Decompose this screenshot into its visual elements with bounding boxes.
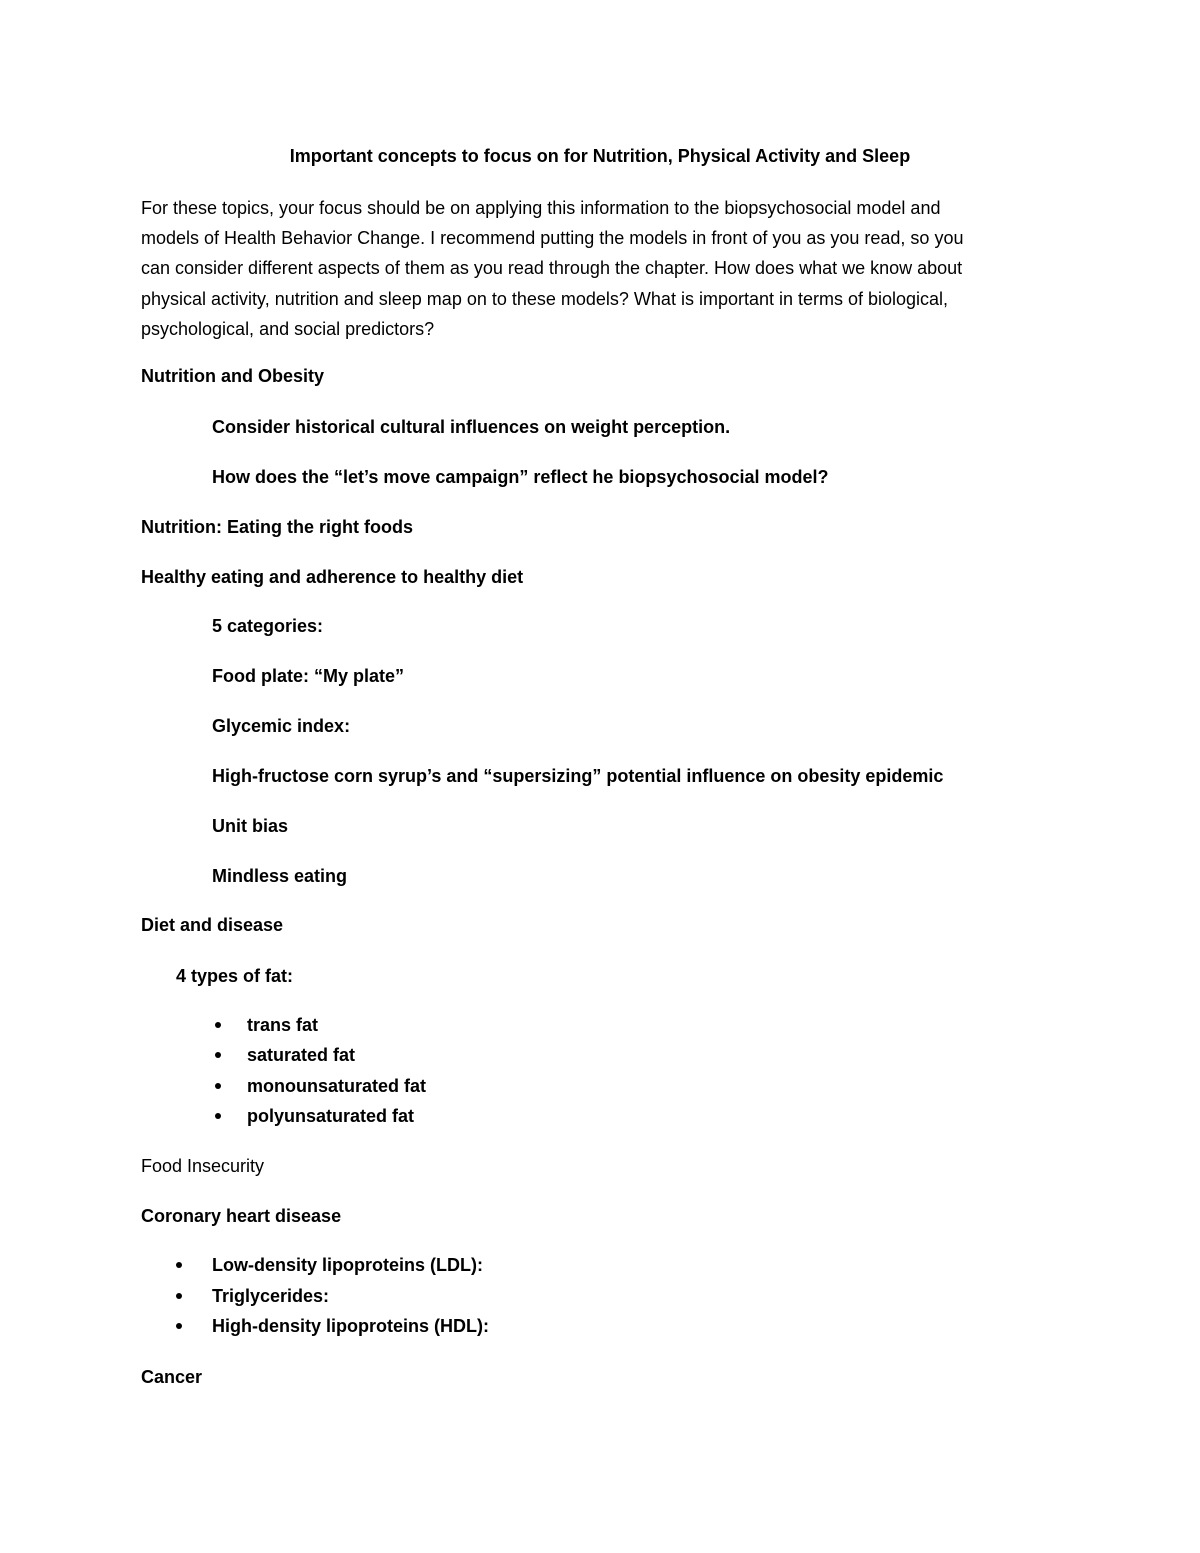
fat-type-label: trans fat [247,1015,319,1035]
list-item [247,1043,355,1067]
item-glycemic-index: Glycemic index: [212,716,351,736]
heading-diet-disease: Diet and disease [141,915,284,935]
item-5-categories: 5 categories: [212,616,324,636]
heading-nutrition-obesity: Nutrition and Obesity [141,366,325,386]
heading-eating-right-foods: Nutrition: Eating the right foods [141,517,413,537]
heading-coronary-heart-disease: Coronary heart disease [141,1206,342,1226]
item-mindless-eating: Mindless eating [212,866,348,886]
intro-line: psychological, and social predictors? [141,318,435,339]
item-lets-move: How does the “let’s move campaign” reflect he biopsychosocial model? [212,467,829,487]
heading-cancer: Cancer [141,1367,203,1387]
bullet-icon [215,1083,221,1089]
intro-line: physical activity, nutrition and sleep map on to these models? What is important in terms of biological, [141,288,949,309]
intro-paragraph [141,193,1061,344]
intro-line: models of Health Behavior Change. I recommend putting the models in front of you as you read, so you [141,228,964,249]
list-item [212,1314,489,1338]
bullet-icon [215,1022,221,1028]
fat-type-label: monounsaturated fat [247,1076,427,1096]
heading-fat-types: 4 types of fat: [176,966,294,986]
intro-line: For these topics, your focus should be on applying this information to the biopsychosocial model and [141,198,941,218]
list-item [247,1104,414,1128]
fat-type-label: saturated fat [247,1045,356,1065]
item-my-plate: Food plate: “My plate” [212,666,405,686]
bullet-icon [215,1052,221,1058]
bullet-icon [176,1293,182,1299]
lipid-label: High-density lipoproteins (HDL): [212,1316,489,1336]
bullet-icon [176,1262,182,1268]
fat-type-label: polyunsaturated fat [247,1106,415,1126]
lipid-label: Low-density lipoproteins (LDL): [212,1255,483,1275]
heading-food-insecurity: Food Insecurity [141,1156,265,1176]
document-title: Important concepts to focus on for Nutrition, Physical Activity and Sleep [289,146,911,166]
bullet-icon [176,1323,182,1329]
list-item [247,1013,318,1037]
list-item [247,1074,426,1098]
heading-healthy-eating: Healthy eating and adherence to healthy diet [141,567,524,587]
item-cultural-influences: Consider historical cultural influences on weight perception. [212,417,731,437]
list-item [212,1284,329,1308]
item-unit-bias: Unit bias [212,816,289,836]
bullet-icon [215,1113,221,1119]
intro-line: can consider different aspects of them as you read through the chapter. How does what we know about [141,258,963,279]
lipid-label: Triglycerides: [212,1286,330,1306]
list-item [212,1253,483,1277]
item-corn-syrup: High-fructose corn syrup’s and “supersizing” potential influence on obesity epidemic [212,766,944,786]
